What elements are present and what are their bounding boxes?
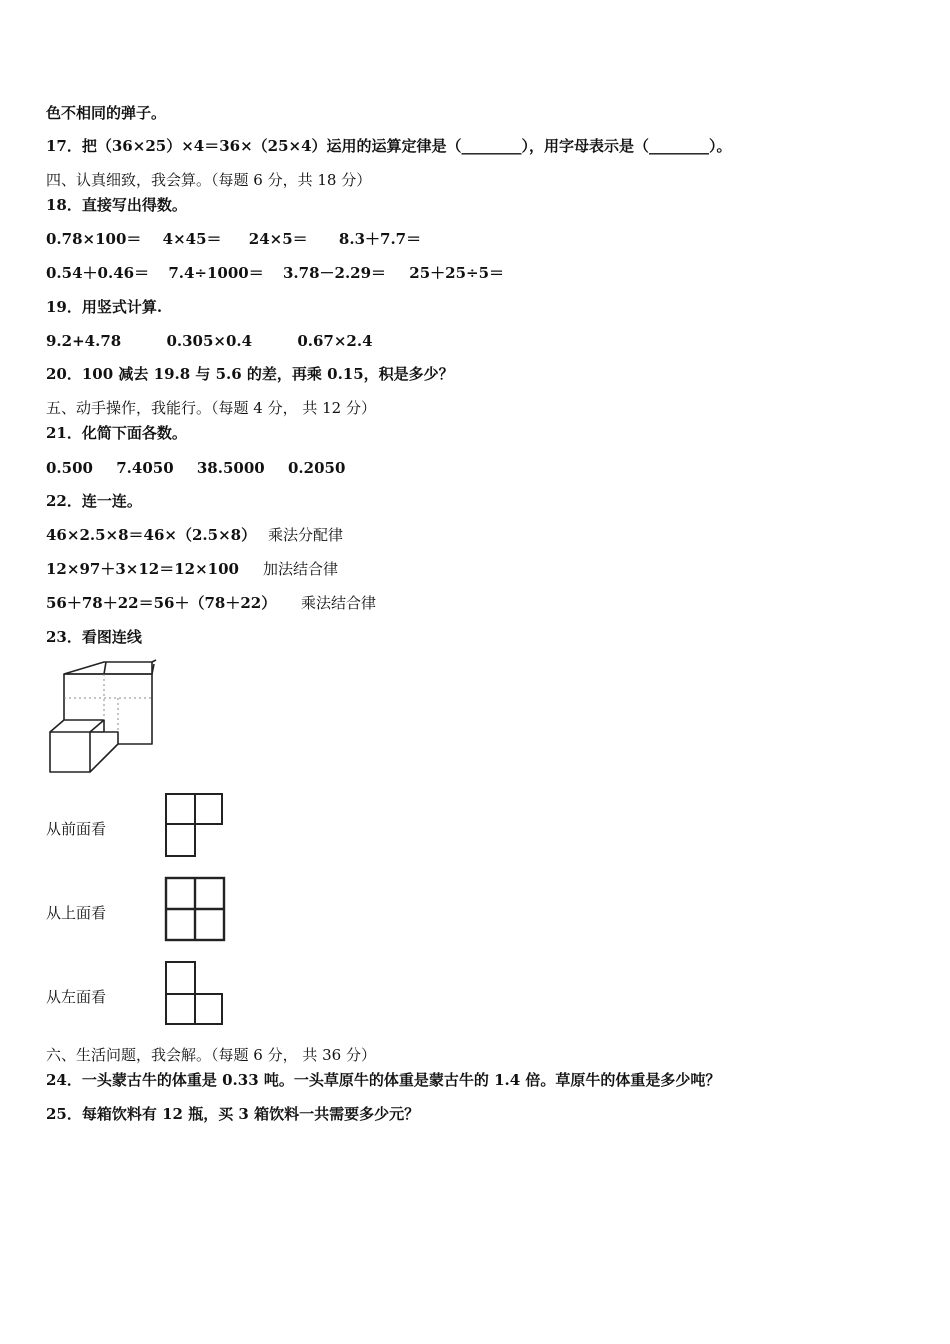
question-19: 19．用竖式计算.	[46, 298, 163, 316]
q22-row	[46, 525, 256, 545]
section-5-heading: 五、动手操作，我能行。（每题 4 分， 共 12 分）	[46, 399, 376, 417]
q22-row	[46, 559, 239, 579]
q22-expression: 56＋78＋22＝56＋（78＋22）	[46, 594, 277, 612]
q19-item: 9.2+4.78	[46, 332, 122, 350]
q19-item: 0.305×0.4	[166, 332, 253, 350]
question-21: 21．化简下面各数。	[46, 424, 187, 442]
cube-figure	[44, 658, 160, 778]
top-view-grid	[164, 876, 228, 944]
q19-item: 0.67×2.4	[297, 332, 373, 350]
q22-law: 乘法结合律	[301, 594, 377, 612]
q19-row	[46, 331, 373, 351]
q18-item: 7.4÷1000＝	[168, 264, 264, 282]
question-22: 22．连一连。	[46, 492, 142, 510]
question-25: 25．每箱饮料有 12 瓶，买 3 箱饮料一共需要多少元？	[46, 1105, 420, 1123]
q18-item: 24×5＝	[248, 230, 308, 248]
q18-item: 0.78×100＝	[46, 230, 142, 248]
q21-item: 0.2050	[287, 459, 346, 477]
q21-item: 7.4050	[116, 459, 174, 477]
q21-item: 0.500	[46, 459, 93, 477]
q22-law: 加法结合律	[263, 560, 339, 578]
front-view-grid	[164, 792, 226, 860]
text-line-intro: 色不相同的弹子。	[46, 104, 167, 122]
q22-row	[46, 593, 276, 613]
q22-expression: 46×2.5×8＝46×（2.5×8）	[46, 526, 257, 544]
view-label-top: 从上面看	[46, 904, 107, 922]
q18-item: 8.3＋7.7＝	[338, 230, 422, 248]
q18-item: 0.54＋0.46＝	[46, 264, 150, 282]
q21-item: 38.5000	[196, 459, 265, 477]
q18-item: 3.78－2.29＝	[282, 264, 387, 282]
question-24: 24．一头蒙古牛的体重是 0.33 吨。一头草原牛的体重是蒙古牛的 1.4 倍。草原牛的体重是多少吨？	[46, 1071, 721, 1089]
q18-row-1	[46, 229, 421, 249]
q18-row-2	[46, 263, 504, 283]
question-20: 20．100 减去 19.8 与 5.6 的差，再乘 0.15，积是多少？	[46, 365, 454, 383]
question-17: 17．把（36×25）×4＝36×（25×4）运用的运算定律是（________），用字母表示是（________）。	[46, 137, 732, 155]
section-6-heading: 六、生活问题，我会解。（每题 6 分， 共 36 分）	[46, 1046, 376, 1064]
question-18: 18．直接写出得数。	[46, 196, 187, 214]
left-view-grid	[164, 960, 226, 1028]
q22-law: 乘法分配律	[268, 526, 344, 544]
q18-item: 4×45＝	[162, 230, 222, 248]
question-23: 23．看图连线	[46, 628, 142, 646]
view-label-left: 从左面看	[46, 988, 107, 1006]
q21-row	[46, 458, 345, 478]
q18-item: 25＋25÷5＝	[409, 264, 505, 282]
section-4-heading: 四、认真细致，我会算。（每题 6 分，共 18 分）	[46, 171, 372, 189]
q22-expression: 12×97＋3×12＝12×100	[46, 560, 239, 578]
view-label-front: 从前面看	[46, 820, 107, 838]
